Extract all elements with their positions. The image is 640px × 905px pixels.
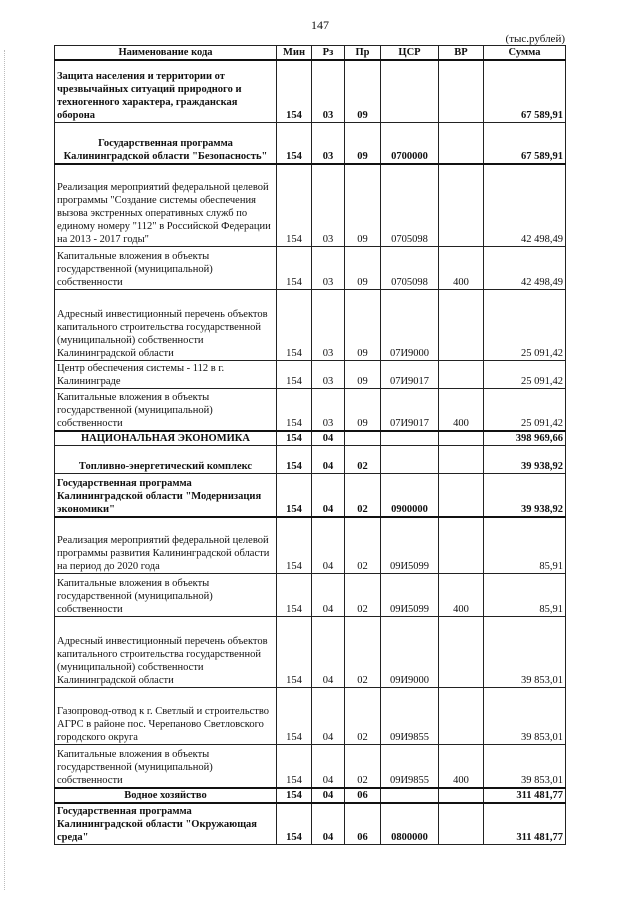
margin-rule [4,50,5,890]
row-sum: 25 091,42 [484,388,566,431]
row-vr [439,446,484,474]
row-pr: 02 [345,574,381,617]
row-sum: 85,91 [484,574,566,617]
row-rz: 03 [312,60,345,122]
table-row [55,246,566,289]
row-pr: 09 [345,289,381,360]
row-rz: 04 [312,574,345,617]
row-vr [439,164,484,246]
row-pr: 09 [345,122,381,164]
row-rz: 04 [312,788,345,803]
row-rz: 04 [312,446,345,474]
header-sum: Сумма [484,46,566,61]
row-csr: 07И9017 [381,360,439,388]
row-min: 154 [277,289,312,360]
row-pr: 09 [345,360,381,388]
row-min: 154 [277,474,312,517]
row-min: 154 [277,617,312,688]
row-pr [345,431,381,446]
table-row [55,617,566,688]
row-rz: 03 [312,388,345,431]
row-rz: 04 [312,617,345,688]
row-rz: 04 [312,803,345,845]
row-sum: 311 481,77 [484,788,566,803]
row-sum: 311 481,77 [484,803,566,845]
row-vr: 400 [439,574,484,617]
row-vr [439,803,484,845]
budget-table [54,45,566,845]
row-vr [439,60,484,122]
row-vr [439,517,484,574]
row-csr [381,788,439,803]
row-csr: 0900000 [381,474,439,517]
row-min: 154 [277,446,312,474]
row-rz: 04 [312,688,345,745]
row-vr [439,474,484,517]
row-pr: 02 [345,446,381,474]
row-csr: 09И9000 [381,617,439,688]
row-name: Реализация мероприятий федеральной целевой программы развития Калининградской области на период до 2020 года [55,517,277,574]
row-csr: 07И9000 [381,289,439,360]
row-name: Водное хозяйство [55,788,277,803]
table-row [55,745,566,788]
row-rz: 03 [312,246,345,289]
row-vr: 400 [439,388,484,431]
row-name: Государственная программа Калининградской области "Окружающая среда" [55,803,277,845]
row-min: 154 [277,164,312,246]
row-pr: 06 [345,803,381,845]
row-min: 154 [277,803,312,845]
table-row [55,388,566,431]
row-min: 154 [277,246,312,289]
page-number: 147 [311,18,329,32]
row-sum: 67 589,91 [484,60,566,122]
row-csr: 09И9855 [381,688,439,745]
budget-table-body [55,60,566,845]
row-csr [381,60,439,122]
row-min: 154 [277,60,312,122]
row-pr: 09 [345,164,381,246]
row-name: Капитальные вложения в объекты государственной (муниципальной) собственности [55,574,277,617]
row-vr [439,360,484,388]
row-pr: 09 [345,60,381,122]
row-sum: 39 938,92 [484,474,566,517]
table-row [55,517,566,574]
row-csr [381,446,439,474]
row-csr: 0700000 [381,122,439,164]
table-row [55,688,566,745]
row-name: НАЦИОНАЛЬНАЯ ЭКОНОМИКА [55,431,277,446]
table-row [55,788,566,803]
row-name: Топливно-энергетический комплекс [55,446,277,474]
row-pr: 09 [345,388,381,431]
row-vr [439,617,484,688]
header-csr: ЦСР [381,46,439,61]
row-pr: 02 [345,688,381,745]
row-csr [381,431,439,446]
row-vr: 400 [439,246,484,289]
row-name: Капитальные вложения в объекты государственной (муниципальной) собственности [55,745,277,788]
header-name: Наименование кода [55,46,277,61]
row-pr: 06 [345,788,381,803]
row-sum: 398 969,66 [484,431,566,446]
header-vr: ВР [439,46,484,61]
row-pr: 09 [345,246,381,289]
row-name: Центр обеспечения системы - 112 в г. Калининграде [55,360,277,388]
row-sum: 39 938,92 [484,446,566,474]
row-min: 154 [277,517,312,574]
table-row [55,803,566,845]
row-csr: 0705098 [381,164,439,246]
table-row [55,60,566,122]
row-name: Капитальные вложения в объекты государственной (муниципальной) собственности [55,388,277,431]
row-rz: 03 [312,164,345,246]
row-pr: 02 [345,474,381,517]
table-row [55,474,566,517]
row-csr: 0800000 [381,803,439,845]
row-csr: 07И9017 [381,388,439,431]
row-sum: 42 498,49 [484,246,566,289]
row-csr: 0705098 [381,246,439,289]
header-pr: Пр [345,46,381,61]
row-vr [439,688,484,745]
header-row [55,46,566,61]
units-label: (тыс.рублей) [505,33,565,45]
table-row [55,574,566,617]
row-rz: 04 [312,474,345,517]
row-name: Государственная программа Калининградской области "Модернизация экономики" [55,474,277,517]
row-min: 154 [277,688,312,745]
row-sum: 42 498,49 [484,164,566,246]
row-vr [439,122,484,164]
header-min: Мин [277,46,312,61]
row-name: Государственная программа Калининградской области "Безопасность" [55,122,277,164]
row-name: Газопровод-отвод к г. Светлый и строительство АГРС в районе пос. Черепаново Светловского городского округа [55,688,277,745]
row-rz: 04 [312,431,345,446]
row-min: 154 [277,745,312,788]
table-row [55,164,566,246]
row-rz: 03 [312,289,345,360]
row-vr [439,289,484,360]
row-sum: 85,91 [484,517,566,574]
row-name: Адресный инвестиционный перечень объектов капитального строительства государственной (муниципальной) собственности Калининградской области [55,289,277,360]
row-csr: 09И5099 [381,517,439,574]
table-row [55,122,566,164]
row-pr: 02 [345,517,381,574]
row-rz: 03 [312,122,345,164]
row-sum: 39 853,01 [484,745,566,788]
row-csr: 09И9855 [381,745,439,788]
row-sum: 39 853,01 [484,617,566,688]
row-name: Защита населения и территории от чрезвычайных ситуаций природного и техногенного характера, гражданская оборона [55,60,277,122]
row-vr [439,788,484,803]
row-min: 154 [277,574,312,617]
row-min: 154 [277,388,312,431]
row-name: Адресный инвестиционный перечень объектов капитального строительства государственной (муниципальной) собственности Калининградской области [55,617,277,688]
table-row [55,360,566,388]
row-min: 154 [277,431,312,446]
row-sum: 67 589,91 [484,122,566,164]
row-name: Реализация мероприятий федеральной целевой программы "Создание системы обеспечения вызова экстренных оперативных служб по единому номеру "112" в Российской Федерации на 2013 - 2017 годы" [55,164,277,246]
row-rz: 03 [312,360,345,388]
row-pr: 02 [345,617,381,688]
row-rz: 04 [312,745,345,788]
row-pr: 02 [345,745,381,788]
table-row [55,431,566,446]
row-sum: 25 091,42 [484,289,566,360]
table-row [55,446,566,474]
row-rz: 04 [312,517,345,574]
row-min: 154 [277,360,312,388]
row-vr: 400 [439,745,484,788]
row-sum: 39 853,01 [484,688,566,745]
row-name: Капитальные вложения в объекты государственной (муниципальной) собственности [55,246,277,289]
header-rz: Рз [312,46,345,61]
row-csr: 09И5099 [381,574,439,617]
row-min: 154 [277,788,312,803]
table-row [55,289,566,360]
row-min: 154 [277,122,312,164]
row-sum: 25 091,42 [484,360,566,388]
row-vr [439,431,484,446]
